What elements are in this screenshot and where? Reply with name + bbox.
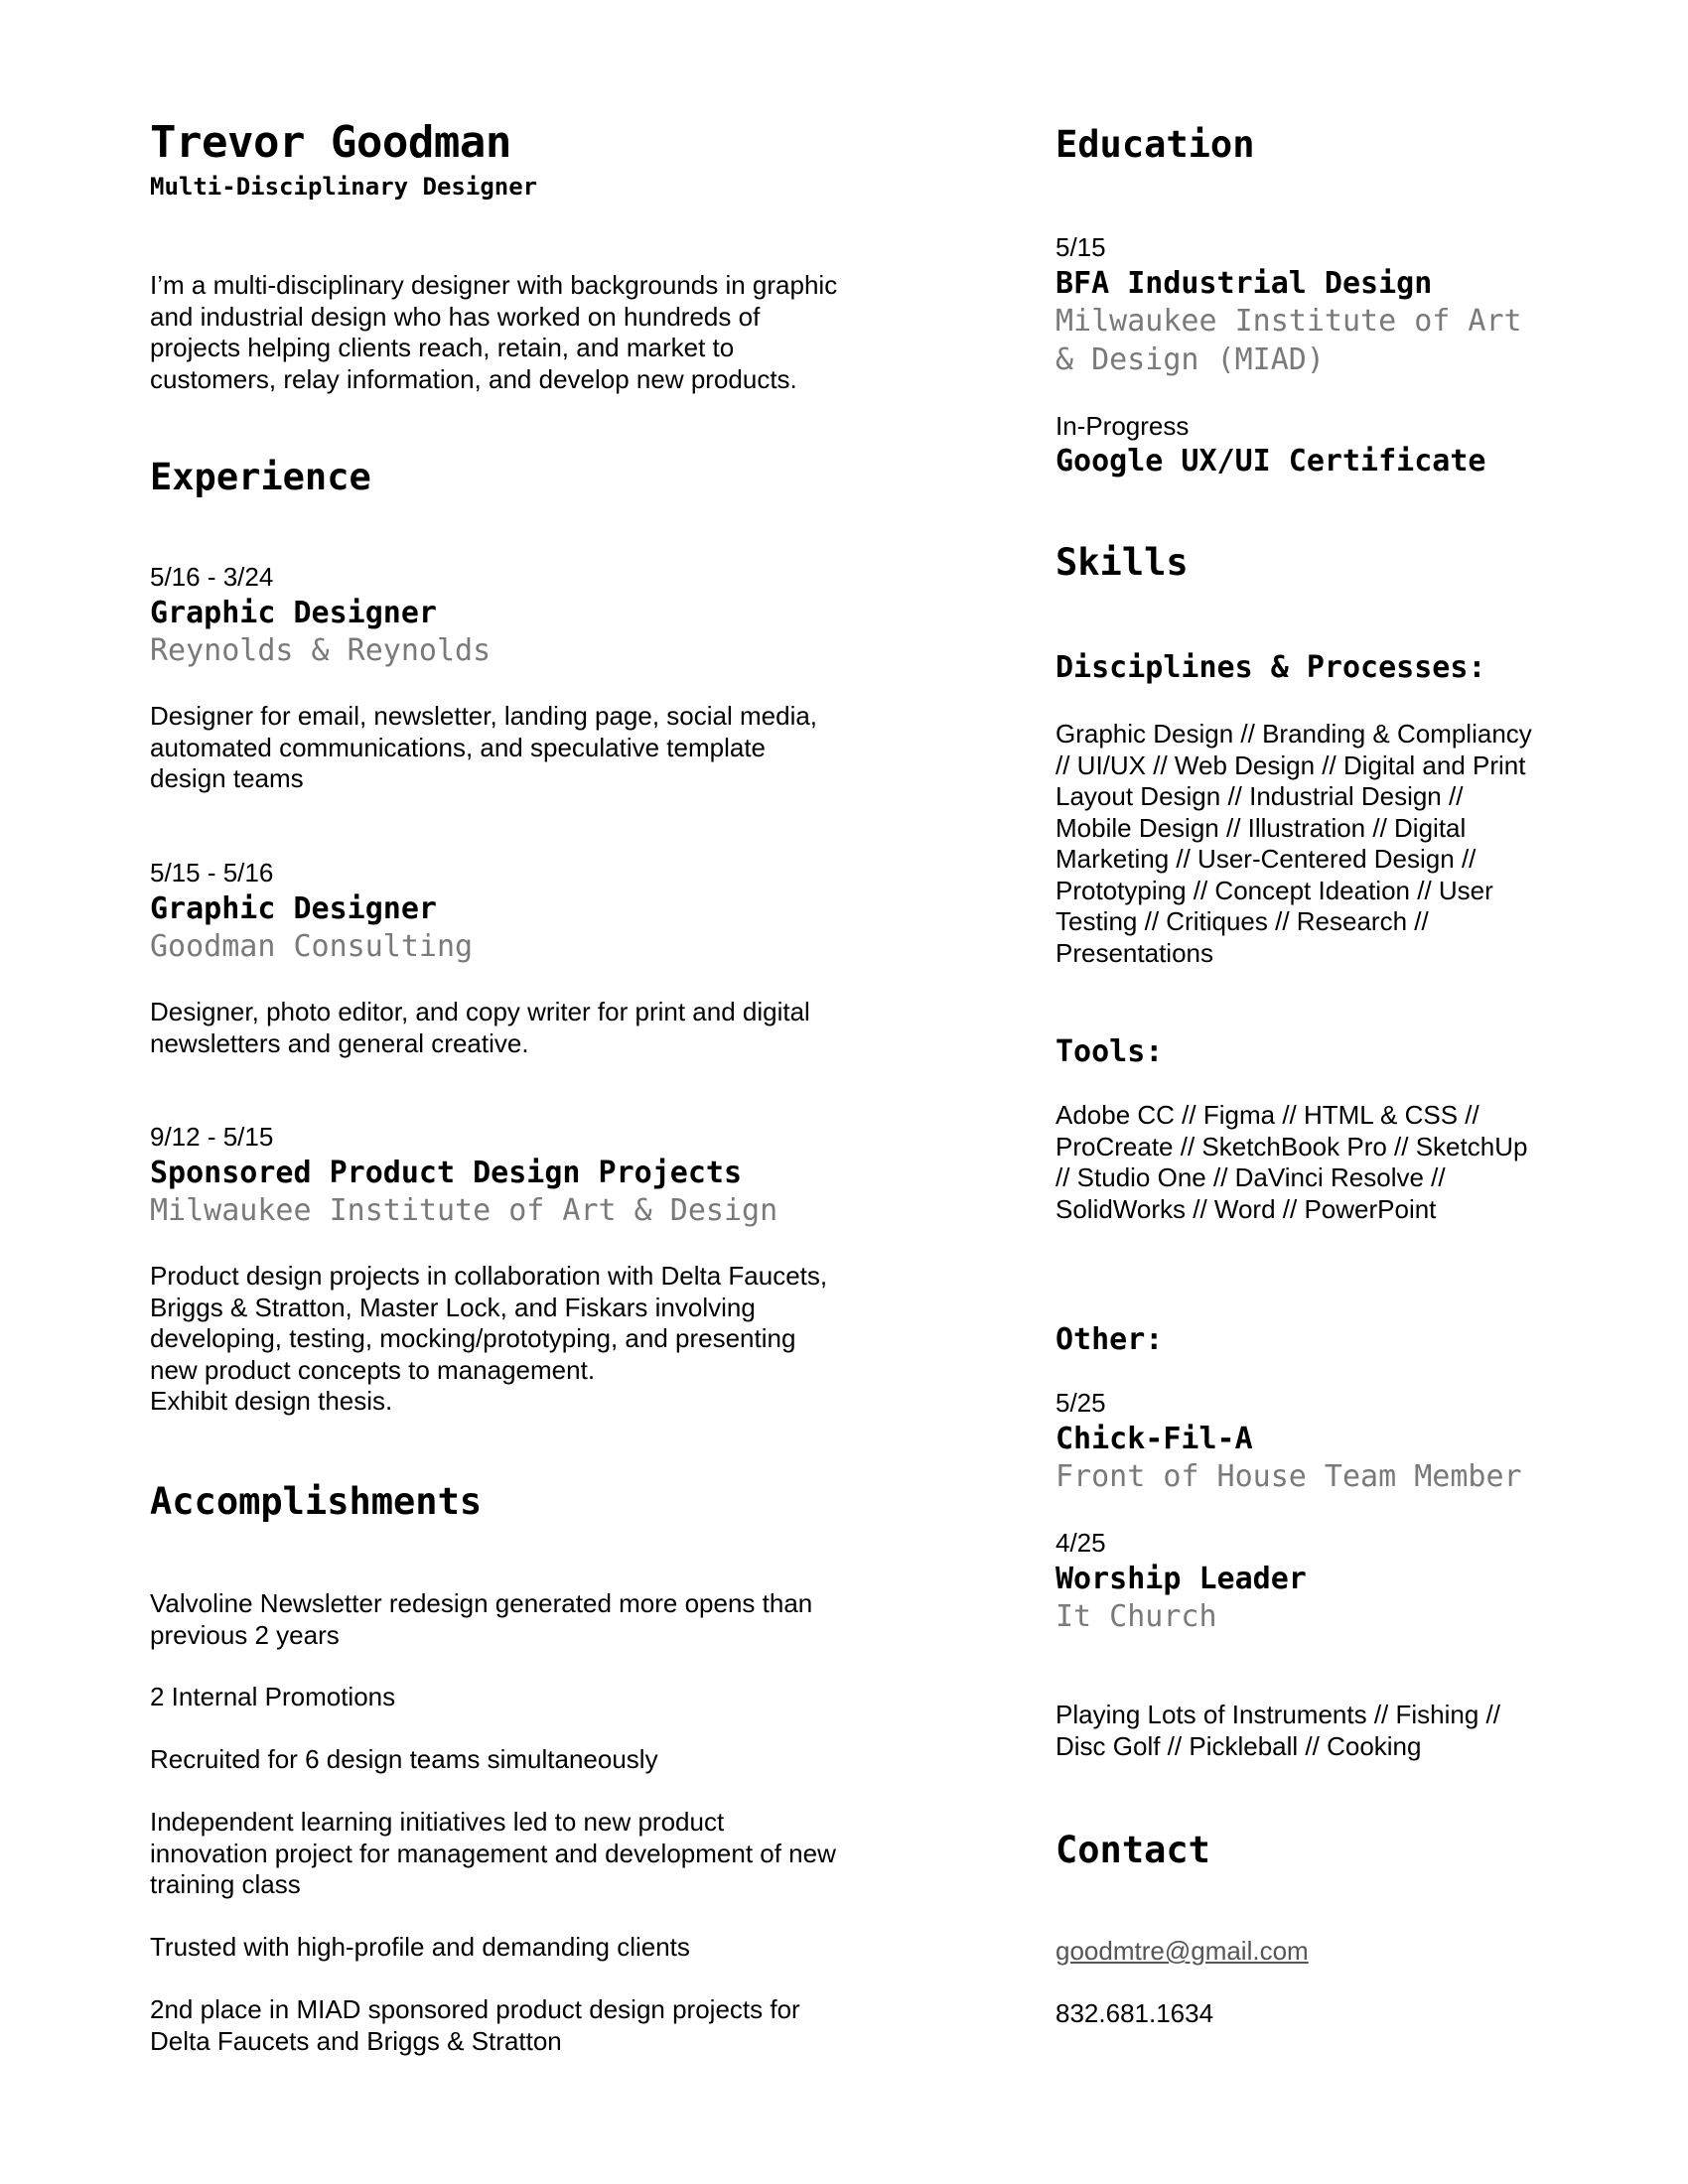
experience-description: Designer, photo editor, and copy writer for print and digital newsletters and general creative. <box>150 997 810 1058</box>
other-role: Worship Leader <box>1055 1562 1307 1596</box>
contact-heading: Contact <box>1055 1829 1210 1871</box>
email-link[interactable]: goodmtre@gmail.com <box>1055 1936 1309 1966</box>
experience-heading: Experience <box>150 456 371 498</box>
experience-role: Graphic Designer <box>150 596 437 630</box>
phone-number: 832.681.1634 <box>1055 1998 1214 2028</box>
accomplishment-item: Recruited for 6 design teams simultaneously <box>150 1744 658 1774</box>
experience-org: Milwaukee Institute of Art & Design <box>150 1193 778 1228</box>
accomplishment-item: 2 Internal Promotions <box>150 1682 396 1711</box>
accomplishment-item: Independent learning initiatives led to new product innovation project for management and development of new training class <box>150 1807 836 1899</box>
experience-org: Goodman Consulting <box>150 929 474 964</box>
education-school: Milwaukee Institute of Art <box>1055 304 1522 339</box>
other-date: 5/25 <box>1055 1388 1106 1418</box>
other-org: It Church <box>1055 1599 1217 1634</box>
disciplines-list: Graphic Design // Branding & Compliancy // UI/UX // Web Design // Digital and Print Layout Design // Industrial Design // Mobile Design // Illustration // Digital Marketing // User-Centered Design // Prototyping // Concept Ideation // User Testing // Critiques // Research // Presentations <box>1055 719 1532 968</box>
accomplishment-item: Valvoline Newsletter redesign generated more opens than previous 2 years <box>150 1588 813 1650</box>
education-date: 5/15 <box>1055 232 1106 262</box>
experience-date: 5/16 - 3/24 <box>150 562 274 592</box>
education-degree: Google UX/UI Certificate <box>1055 444 1486 478</box>
candidate-name: Trevor Goodman <box>150 117 511 168</box>
experience-extra: Exhibit design thesis. <box>150 1386 393 1416</box>
education-degree: BFA Industrial Design <box>1055 266 1433 301</box>
accomplishment-item: Trusted with high-profile and demanding clients <box>150 1932 690 1962</box>
experience-role: Graphic Designer <box>150 891 437 926</box>
experience-role: Sponsored Product Design Projects <box>150 1156 743 1190</box>
education-date: In-Progress <box>1055 411 1190 441</box>
accomplishments-heading: Accomplishments <box>150 1480 483 1523</box>
other-role: Chick-Fil-A <box>1055 1422 1253 1456</box>
experience-description: Product design projects in collaboration with Delta Faucets, Briggs & Stratton, Master Lock, and Fiskars involving developing, testing, mocking/prototyping, and presenting new product concepts to management. <box>150 1261 828 1385</box>
disciplines-heading: Disciplines & Processes: <box>1055 650 1486 685</box>
other-heading: Other: <box>1055 1322 1164 1357</box>
candidate-title: Multi-Disciplinary Designer <box>150 173 538 201</box>
education-heading: Education <box>1055 123 1255 166</box>
tools-list: Adobe CC // Figma // HTML & CSS // ProCreate // SketchBook Pro // SketchUp // Studio One // DaVinci Resolve // SolidWorks // Word // PowerPoint <box>1055 1100 1528 1224</box>
other-org: Front of House Team Member <box>1055 1459 1522 1494</box>
summary-paragraph: I’m a multi-disciplinary designer with backgrounds in graphic and industrial design who has worked on hundreds of projects helping clients reach, retain, and market to customers, relay information, and develop new products. <box>150 270 838 394</box>
other-date: 4/25 <box>1055 1528 1106 1558</box>
accomplishment-item: 2nd place in MIAD sponsored product design projects for Delta Faucets and Briggs & Stratton <box>150 1994 800 2056</box>
experience-org: Reynolds & Reynolds <box>150 633 492 668</box>
experience-description: Designer for email, newsletter, landing page, social media, automated communications, and speculative template design teams <box>150 701 818 793</box>
experience-date: 5/15 - 5/16 <box>150 858 274 887</box>
tools-heading: Tools: <box>1055 1034 1164 1069</box>
skills-heading: Skills <box>1055 541 1189 584</box>
experience-date: 9/12 - 5/15 <box>150 1122 274 1152</box>
education-school: & Design (MIAD) <box>1055 342 1325 377</box>
hobbies-list: Playing Lots of Instruments // Fishing // Disc Golf // Pickleball // Cooking <box>1055 1700 1500 1761</box>
